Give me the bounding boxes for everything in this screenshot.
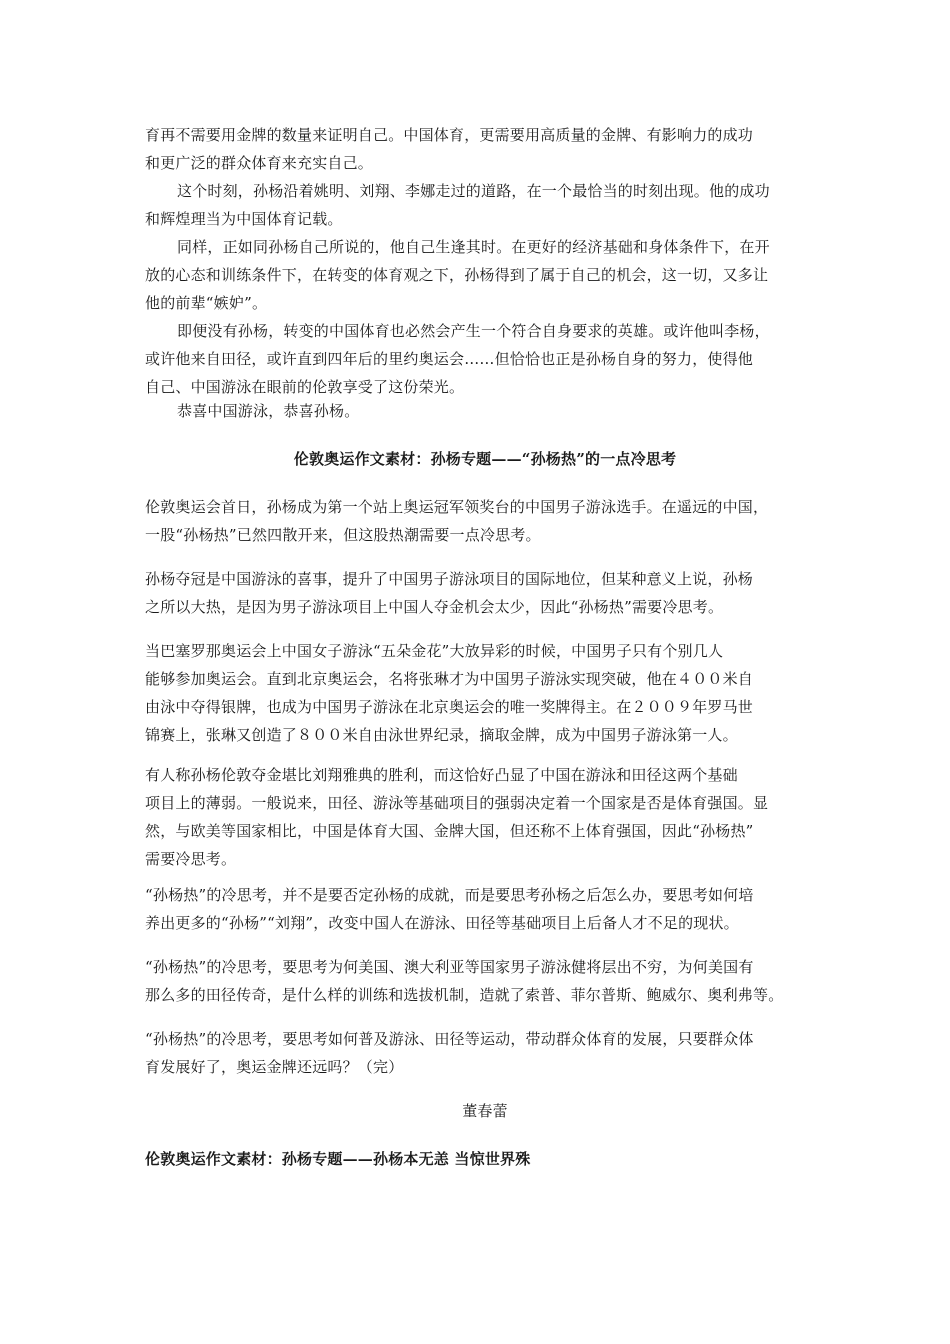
text-line: 或许他来自田径，或许直到四年后的里约奥运会……但恰恰也正是孙杨自身的努力，使得他 bbox=[145, 350, 754, 368]
text-line: 锦赛上，张琳又创造了８００米自由泳世界纪录，摘取金牌，成为中国男子游泳第一人。 bbox=[145, 726, 738, 744]
text-line: 项目上的薄弱。一般说来，田径、游泳等基础项目的强弱决定着一个国家是否是体育强国。显 bbox=[145, 794, 769, 812]
text-line: 伦敦奥运作文素材：孙杨专题——孙杨本无恙 当惊世界殊 bbox=[145, 1150, 531, 1168]
text-line: 和辉煌理当为中国体育记载。 bbox=[145, 210, 343, 228]
text-line: “孙杨热”的冷思考，要思考为何美国、澳大利亚等国家男子游泳健将层出不穷，为何美国有 bbox=[145, 958, 754, 976]
paragraph-3 bbox=[145, 637, 825, 749]
text-line: “孙杨热”的冷思考，要思考如何普及游泳、田径等运动，带动群众体育的发展，只要群众体 bbox=[145, 1030, 754, 1048]
paragraph-7 bbox=[145, 1025, 825, 1081]
text-line: 这个时刻，孙杨沿着姚明、刘翔、李娜走过的道路，在一个最恰当的时刻出现。他的成功 bbox=[177, 182, 770, 200]
congrats-line bbox=[145, 397, 825, 425]
text-line: 放的心态和训练条件下，在转变的体育观之下，孙杨得到了属于自己的机会，这一切，又多让 bbox=[145, 266, 769, 284]
text-line: 孙杨夺冠是中国游泳的喜事，提升了中国男子游泳项目的国际地位，但某种意义上说，孙杨 bbox=[145, 570, 754, 588]
text-line: “孙杨热”的冷思考，并不是要否定孙杨的成就，而是要思考孙杨之后怎么办，要思考如何培 bbox=[145, 886, 754, 904]
text-line: 一股“孙杨热”已然四散开来，但这股热潮需要一点冷思考。 bbox=[145, 526, 541, 544]
text-line: 和更广泛的群众体育来充实自己。 bbox=[145, 154, 374, 172]
paragraph-1 bbox=[145, 493, 825, 549]
author-line bbox=[145, 1097, 825, 1125]
text-line: 然，与欧美等国家相比，中国是体育大国、金牌大国，但还称不上体育强国，因此“孙杨热” bbox=[145, 822, 754, 840]
text-line: 他的前辈“嫉妒”。 bbox=[145, 294, 268, 312]
text-line: 自己、中国游泳在眼前的伦敦享受了这份荣光。 bbox=[145, 378, 465, 396]
text-line: 能够参加奥运会。直到北京奥运会，名将张琳才为中国男子游泳实现突破，他在４００米自 bbox=[145, 670, 754, 688]
text-line: 育发展好了，奥运金牌还远吗？（完） bbox=[145, 1058, 404, 1076]
paragraph-2 bbox=[145, 565, 825, 621]
paragraph-5 bbox=[145, 881, 825, 937]
text-line: 之所以大热，是因为男子游泳项目上中国人夺金机会太少，因此“孙杨热”需要冷思考。 bbox=[145, 598, 724, 616]
text-line: 即便没有孙杨，转变的中国体育也必然会产生一个符合自身要求的英雄。或许他叫李杨， bbox=[177, 322, 770, 340]
text-line: 养出更多的“孙杨”“刘翔”，改变中国人在游泳、田径等基础项目上后备人才不足的现状。 bbox=[145, 914, 739, 932]
text-line: 有人称孙杨伦敦夺金堪比刘翔雅典的胜利，而这恰好凸显了中国在游泳和田径这两个基础 bbox=[145, 766, 738, 784]
paragraph-4 bbox=[145, 761, 825, 873]
text-line: 伦敦奥运会首日，孙杨成为第一个站上奥运冠军领奖台的中国男子游泳选手。在遥远的中国， bbox=[145, 498, 769, 516]
article-title-1 bbox=[145, 445, 825, 473]
article-title-2 bbox=[145, 1145, 825, 1173]
text-line: 伦敦奥运作文素材：孙杨专题——“孙杨热”的一点冷思考 bbox=[293, 450, 677, 468]
text-line: 育再不需要用金牌的数量来证明自己。中国体育，更需要用高质量的金牌、有影响力的成功 bbox=[145, 126, 754, 144]
text-line: 恭喜中国游泳，恭喜孙杨。 bbox=[177, 402, 360, 420]
paragraph-6 bbox=[145, 953, 825, 1009]
text-line: 由泳中夺得银牌，也成为中国男子游泳在北京奥运会的唯一奖牌得主。在２００９年罗马世 bbox=[145, 698, 754, 716]
text-line: 需要冷思考。 bbox=[145, 850, 237, 868]
opening-paragraph bbox=[145, 121, 825, 401]
text-line: 同样，正如同孙杨自己所说的，他自己生逢其时。在更好的经济基础和身体条件下，在开 bbox=[177, 238, 770, 256]
text-line: 当巴塞罗那奥运会上中国女子游泳“五朵金花”大放异彩的时候，中国男子只有个别几人 bbox=[145, 642, 724, 660]
text-line: 董春蕾 bbox=[462, 1102, 508, 1120]
text-line: 那么多的田径传奇，是什么样的训练和选拔机制，造就了索普、菲尔普斯、鲍威尔、奥利弗等。 bbox=[145, 986, 784, 1004]
